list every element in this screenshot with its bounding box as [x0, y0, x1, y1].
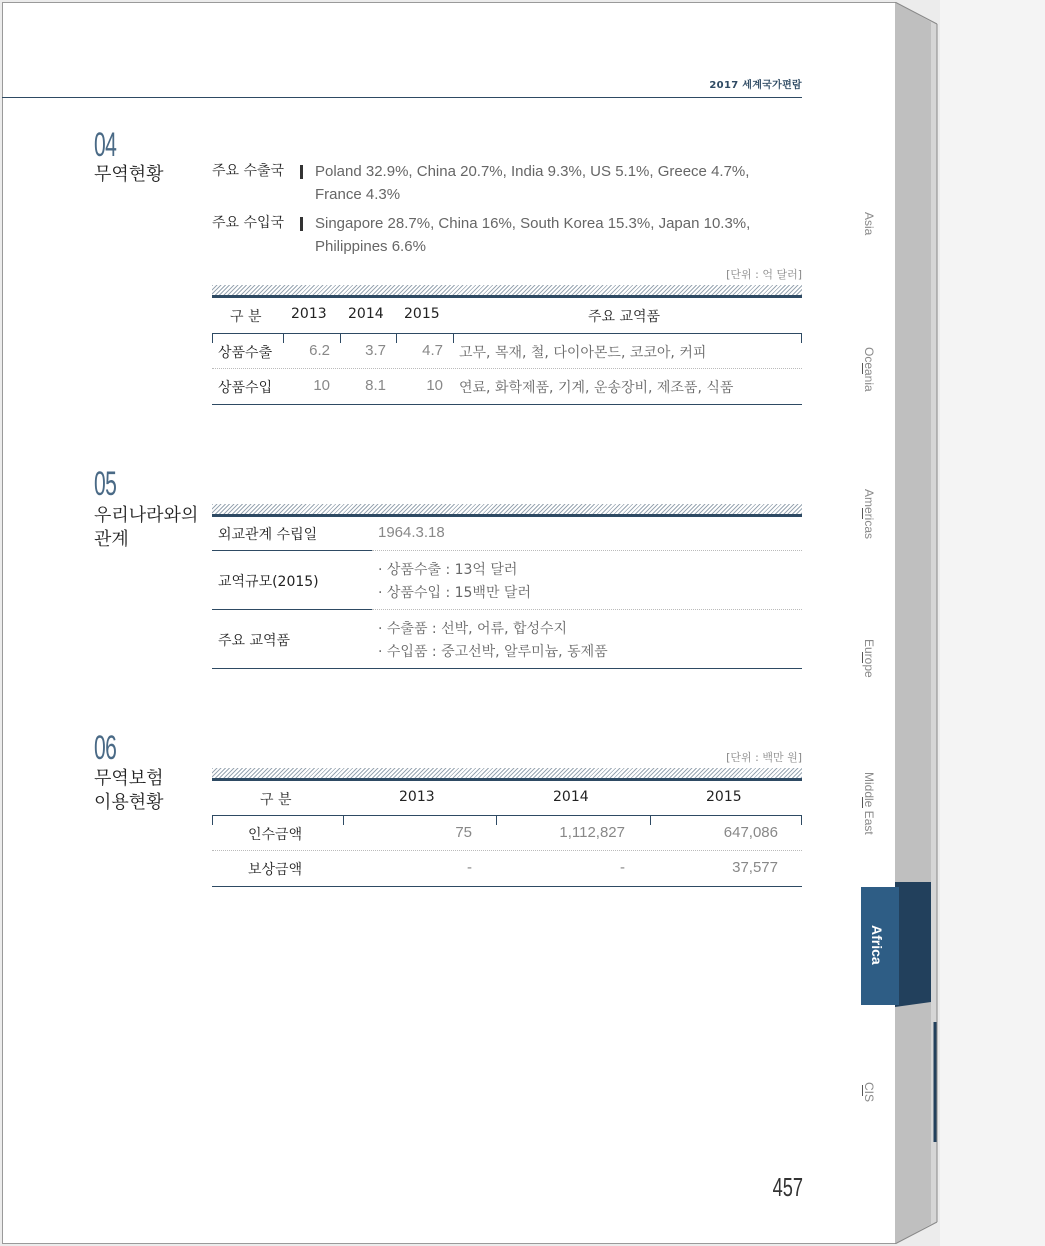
insurance-tick — [212, 815, 213, 825]
section-04-number: 04 — [94, 126, 117, 164]
table-06-hatch — [212, 768, 802, 778]
trade-tick — [283, 333, 284, 343]
table-05-top-rule — [212, 514, 802, 517]
trade-header-2015: 2015 — [404, 306, 440, 322]
tab-europe[interactable]: Europe — [862, 639, 876, 678]
trade-row-label: 상품수입 — [218, 380, 273, 396]
imports-value: Singapore 28.7%, China 16%, South Korea 15.3%, Japan 10.3%, Philippines 6.6% — [315, 215, 751, 255]
insurance-header-2013: 2013 — [399, 789, 435, 805]
insurance-header-rule — [212, 815, 802, 816]
exports-value: Poland 32.9%, China 20.7%, India 9.3%, US 5.1%, Greece 4.7%, France 4.3% — [315, 163, 750, 203]
imports-row — [212, 212, 802, 258]
trade-row-2015: 4.7 — [422, 342, 443, 359]
page-number: 457 — [772, 1172, 803, 1202]
tab-americas[interactable]: Americas — [862, 489, 876, 540]
relations-row-divider — [372, 550, 802, 551]
insurance-row-2014: 1,112,827 — [559, 824, 625, 841]
background-area — [940, 0, 1045, 1246]
insurance-row-label: 보상금액 — [248, 862, 303, 878]
insurance-row-2015: 647,086 — [723, 824, 778, 841]
insurance-bottom-rule — [212, 886, 802, 887]
relations-label: 교역규모(2015) — [218, 574, 319, 590]
insurance-tick — [496, 815, 497, 825]
section-05-title-line2: 관계 — [94, 529, 129, 550]
relations-value: · 수출품 : 선박, 어류, 합성수지 — [378, 621, 568, 637]
insurance-row-2015: 37,577 — [732, 859, 778, 876]
relations-value: 1964.3.18 — [378, 524, 445, 541]
insurance-header-2015: 2015 — [706, 789, 742, 805]
relations-label: 주요 교역품 — [218, 633, 291, 649]
section-06-title-line2: 이용현황 — [94, 792, 164, 813]
tab-africa-label: Africa — [869, 925, 885, 965]
exports-label: 주요 수출국 — [212, 163, 285, 179]
section-04-unit: [단위 : 억 달러] — [726, 268, 802, 281]
trade-header-category: 구 분 — [230, 309, 262, 325]
insurance-row-2014: - — [620, 859, 625, 876]
tab-oceania[interactable]: Oceania — [862, 347, 876, 392]
insurance-tick — [801, 815, 802, 825]
insurance-row-2013: 75 — [455, 824, 472, 841]
insurance-tick — [343, 815, 344, 825]
section-04-title: 무역현황 — [94, 164, 164, 185]
insurance-header-2014: 2014 — [553, 789, 589, 805]
tab-middle-east[interactable]: Middle East — [862, 772, 876, 835]
trade-row-2013: 6.2 — [309, 342, 330, 359]
table-04-top-rule — [212, 295, 802, 298]
trade-header-rule — [212, 333, 802, 334]
trade-bottom-rule — [212, 404, 802, 405]
trade-row-goods: 연료, 화학제품, 기계, 운송장비, 제조품, 식품 — [459, 380, 734, 396]
section-05-number: 05 — [94, 465, 117, 503]
trade-header-goods: 주요 교역품 — [588, 309, 661, 325]
insurance-row-divider — [212, 850, 802, 851]
insurance-row-2013: - — [467, 859, 472, 876]
trade-row-2014: 3.7 — [365, 342, 386, 359]
trade-tick — [453, 333, 454, 343]
relations-row-divider — [372, 609, 802, 610]
exports-separator — [300, 165, 303, 179]
relations-label-rule — [212, 550, 372, 551]
trade-tick — [340, 333, 341, 343]
table-04-hatch — [212, 285, 802, 295]
relations-value: · 상품수출 : 13억 달러 — [378, 562, 518, 578]
section-06-number: 06 — [94, 729, 117, 767]
header-rule — [2, 97, 802, 98]
trade-row-goods: 고무, 목재, 철, 다이아몬드, 코코아, 커피 — [459, 345, 707, 361]
page-edge-stack — [895, 2, 940, 1244]
relations-label-rule — [212, 609, 372, 610]
trade-tick — [801, 333, 802, 343]
section-06-title-line1: 무역보험 — [94, 768, 164, 789]
insurance-tick — [650, 815, 651, 825]
tab-asia[interactable]: Asia — [862, 212, 876, 236]
section-05-title-line1: 우리나라와의 — [94, 505, 199, 526]
insurance-row-label: 인수금액 — [248, 827, 303, 843]
trade-row-label: 상품수출 — [218, 345, 273, 361]
trade-tick — [396, 333, 397, 343]
trade-header-2014: 2014 — [348, 306, 384, 322]
running-header: 2017 세계국가편람 — [709, 80, 802, 91]
trade-row-2015: 10 — [426, 377, 443, 394]
trade-row-divider — [212, 368, 802, 369]
table-06-top-rule — [212, 778, 802, 781]
section-06-unit: [단위 : 백만 원] — [726, 751, 802, 764]
relations-bottom-rule — [212, 668, 802, 669]
trade-tick — [212, 333, 213, 343]
table-05-hatch — [212, 504, 802, 514]
tab-cis[interactable]: CIS — [862, 1082, 876, 1103]
imports-label: 주요 수입국 — [212, 215, 285, 231]
trade-header-2013: 2013 — [291, 306, 327, 322]
insurance-header-category: 구 분 — [260, 792, 292, 808]
exports-row — [212, 160, 802, 206]
relations-label: 외교관계 수립일 — [218, 527, 318, 543]
imports-separator — [300, 217, 303, 231]
trade-row-2013: 10 — [313, 377, 330, 394]
relations-value: · 상품수입 : 15백만 달러 — [378, 585, 531, 601]
relations-value: · 수입품 : 중고선박, 알루미늄, 동제품 — [378, 644, 608, 660]
trade-row-2014: 8.1 — [365, 377, 386, 394]
